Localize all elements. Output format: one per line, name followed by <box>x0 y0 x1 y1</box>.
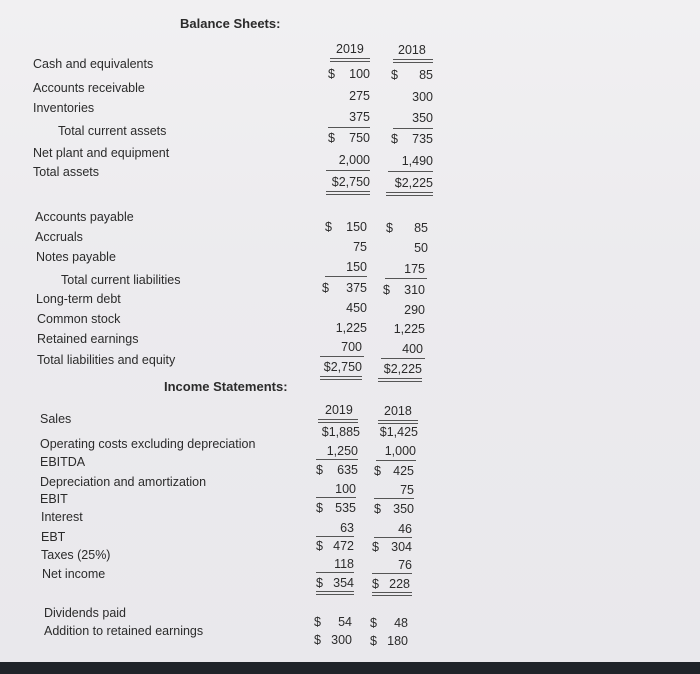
value-re-2018: 400 <box>402 342 423 356</box>
value-cs-2019: 1,225 <box>335 321 367 335</box>
value-accruals-2019: 75 <box>353 240 367 254</box>
value-np-2019: 150 <box>346 260 367 274</box>
subtotal-line <box>325 276 367 277</box>
label-sales: Sales <box>40 412 72 426</box>
value-ebit-2018: $ 350 <box>374 502 414 516</box>
label-interest: Interest <box>41 510 83 524</box>
subtotal-line <box>326 170 370 171</box>
value-npe-2019: 2,000 <box>338 153 370 167</box>
value-cash-2019: $ 100 <box>328 67 370 81</box>
value-np-2018: 175 <box>404 262 425 276</box>
value-sales-2018: $1,425 <box>379 425 418 439</box>
value-sales-2019: $1,885 <box>321 425 360 439</box>
income-year-2019: 2019 <box>325 403 353 417</box>
value-ar-2019: 275 <box>349 89 370 103</box>
subtotal-line <box>385 278 427 279</box>
label-ebitda: EBITDA <box>40 455 86 469</box>
value-ltd-2018: 290 <box>404 303 425 317</box>
label-ebt: EBT <box>41 530 66 544</box>
value-tle-2019: $2,750 <box>323 360 362 374</box>
value-npe-2018: 1,490 <box>401 154 433 168</box>
header-underline <box>330 58 370 62</box>
value-ap-2019: $ 150 <box>325 220 367 234</box>
label-total-current-liabilities: Total current liabilities <box>61 273 181 287</box>
label-accounts-payable: Accounts payable <box>35 210 134 224</box>
subtotal-line <box>374 498 414 499</box>
label-ebit: EBIT <box>40 492 68 506</box>
label-taxes: Taxes (25%) <box>41 548 111 562</box>
value-da-2018: 75 <box>400 483 414 497</box>
income-year-2018: 2018 <box>384 404 412 418</box>
income-statement-title: Income Statements: <box>164 379 288 394</box>
value-opcost-2018: 1,000 <box>384 444 416 458</box>
subtotal-line <box>316 459 358 460</box>
label-long-term-debt: Long-term debt <box>36 292 121 306</box>
subtotal-line <box>372 573 412 574</box>
value-inv-2019: 375 <box>349 110 370 124</box>
value-ni-2018: $ 228 <box>372 577 410 591</box>
value-ebt-2018: $ 304 <box>372 540 412 554</box>
subtotal-line <box>388 171 433 172</box>
subtotal-line <box>316 572 354 573</box>
value-addre-2018: $ 180 <box>370 634 408 648</box>
label-retained-earnings: Retained earnings <box>37 332 139 346</box>
value-interest-2019: 63 <box>340 521 354 535</box>
total-double-underline <box>378 378 422 382</box>
label-common-stock: Common stock <box>37 312 121 326</box>
value-tcl-2018: $ 310 <box>383 283 425 297</box>
value-cash-2018: $ 85 <box>391 68 433 82</box>
label-accruals: Accruals <box>35 230 83 244</box>
value-div-2019: $ 54 <box>314 615 352 629</box>
balance-sheet-title: Balance Sheets: <box>180 16 281 31</box>
subtotal-line <box>376 460 416 461</box>
label-notes-payable: Notes payable <box>36 250 116 264</box>
subtotal-line <box>316 536 354 537</box>
label-total-liabilities-equity: Total liabilities and equity <box>37 353 176 367</box>
total-double-underline <box>316 591 354 595</box>
subtotal-line <box>320 356 364 357</box>
value-ebitda-2018: $ 425 <box>374 464 414 478</box>
label-operating-costs: Operating costs excluding depreciation <box>40 437 256 451</box>
subtotal-line <box>374 537 412 538</box>
value-inv-2018: 350 <box>412 111 433 125</box>
subtotal-line <box>316 497 356 498</box>
value-ta-2018: $2,225 <box>394 176 433 190</box>
balance-year-2018: 2018 <box>398 43 426 57</box>
screen-bezel <box>0 662 700 674</box>
subtotal-line <box>328 127 370 128</box>
value-re-2019: 700 <box>341 340 362 354</box>
value-tca-2019: $ 750 <box>328 131 370 145</box>
value-ltd-2019: 450 <box>346 301 367 315</box>
label-depreciation: Depreciation and amortization <box>40 475 207 489</box>
header-underline <box>378 420 418 424</box>
subtotal-line <box>381 358 425 359</box>
label-cash: Cash and equivalents <box>33 57 154 71</box>
label-net-plant: Net plant and equipment <box>33 146 170 160</box>
balance-year-2019: 2019 <box>336 42 364 56</box>
value-opcost-2019: 1,250 <box>326 444 358 458</box>
label-accounts-receivable: Accounts receivable <box>33 81 145 95</box>
value-tcl-2019: $ 375 <box>322 281 367 295</box>
value-tca-2018: $ 735 <box>391 132 433 146</box>
label-total-assets: Total assets <box>33 165 100 179</box>
header-underline <box>318 419 358 423</box>
value-ebit-2019: $ 535 <box>316 501 356 515</box>
value-ni-2019: $ 354 <box>316 576 354 590</box>
value-div-2018: $ 48 <box>370 616 408 630</box>
total-double-underline <box>386 192 433 196</box>
label-dividends-paid: Dividends paid <box>44 606 126 620</box>
value-ebt-2019: $ 472 <box>316 539 354 553</box>
value-ebitda-2019: $ 635 <box>316 463 358 477</box>
total-double-underline <box>326 191 370 195</box>
label-total-current-assets: Total current assets <box>58 124 167 138</box>
value-ta-2019: $2,750 <box>331 175 370 189</box>
value-addre-2019: $ 300 <box>314 633 352 647</box>
total-double-underline <box>320 376 362 380</box>
label-net-income: Net income <box>42 567 106 581</box>
subtotal-line <box>393 128 433 129</box>
value-taxes-2018: 76 <box>398 558 412 572</box>
header-underline <box>393 59 433 63</box>
value-interest-2018: 46 <box>398 522 412 536</box>
value-tle-2018: $2,225 <box>383 362 422 376</box>
label-inventories: Inventories <box>33 101 95 115</box>
value-accruals-2018: 50 <box>414 241 428 255</box>
value-ap-2018: $ 85 <box>386 221 428 235</box>
value-ar-2018: 300 <box>412 90 433 104</box>
value-da-2019: 100 <box>335 482 356 496</box>
total-double-underline <box>372 592 412 596</box>
value-taxes-2019: 118 <box>334 557 354 571</box>
label-addition-retained: Addition to retained earnings <box>44 624 204 638</box>
value-cs-2018: 1,225 <box>393 322 425 336</box>
